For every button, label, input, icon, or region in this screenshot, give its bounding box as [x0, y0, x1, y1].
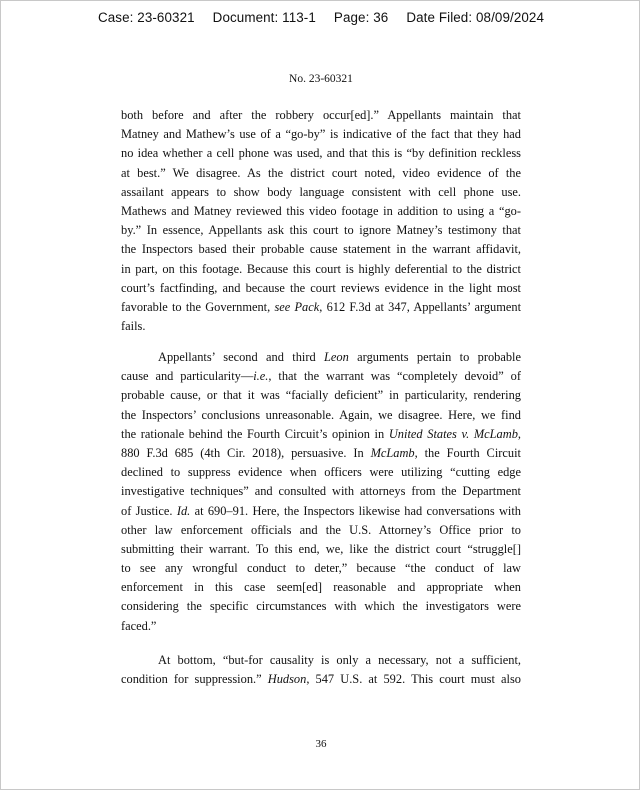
text-run: arguments pertain to probable: [348, 350, 522, 364]
text-line: enforcement in this case seem[ed] reasonable and appropriate when: [121, 580, 521, 595]
italic-term: i.e.: [253, 369, 269, 384]
text-run: ,: [517, 426, 521, 441]
text-line: no idea whether a cell phone was used, and that this is “by definition reckless: [121, 146, 521, 161]
text-run: , 612 F.3d at 347, Appellants’ argument: [319, 299, 522, 314]
text-line: both before and after the robbery occur[ed].” Appellants maintain that: [121, 108, 521, 122]
text-run: of Justice.: [121, 503, 177, 518]
text-line: to see any wrongful conduct to deter,” because “the conduct of law: [121, 561, 521, 576]
case-citation: Id.: [176, 503, 191, 518]
page-number: 36: [315, 738, 327, 750]
text-line: considering the specific circumstances with which the investigators were: [121, 599, 521, 614]
case-citation: Leon: [324, 350, 349, 364]
text-line: by.” In essence, Appellants ask this court to ignore Matney’s testimony that: [121, 223, 521, 238]
text-run: Appellants’ second and third: [158, 350, 325, 364]
text-line: the Inspectors based their probable cause statement in the warrant affidavit,: [121, 242, 521, 257]
court-filing-header: [1, 10, 640, 25]
case-citation: Hudson: [267, 672, 307, 687]
page-label: Page: 36: [333, 10, 389, 25]
text-line: Matney and Mathew’s use of a “go-by” is indicative of the fact that they had: [121, 127, 521, 142]
text-line: declined to suppress evidence when officers were utilizing “cutting edge: [121, 465, 521, 480]
text-line: [121, 444, 521, 463]
text-line: other law enforcement officials and the U.S. Attorney’s Office prior to: [121, 522, 521, 537]
case-citation: McLamb: [370, 445, 415, 460]
case-citation: United States v. McLamb: [388, 426, 518, 441]
docket-number: No. 23-60321: [289, 73, 353, 85]
text-line: faced.”: [121, 618, 157, 633]
text-run: the rationale behind the Fourth Circuit’s opinion in: [121, 426, 389, 441]
text-line: [121, 348, 521, 367]
date-filed: Date Filed: 08/09/2024: [406, 10, 545, 25]
text-line: [121, 670, 521, 689]
text-run: cause and particularity—: [121, 369, 254, 384]
text-line: [121, 502, 521, 521]
text-line: the Inspectors’ conclusions unreasonable. Again, we disagree. Here, we find: [121, 407, 521, 422]
text-run: condition for suppression.”: [121, 672, 268, 687]
text-line: investigative techniques” and consulted with attorneys from the Department: [121, 484, 521, 499]
text-line: at best.” We disagree. As the district court noted, video evidence of the: [121, 165, 521, 180]
text-line: fails.: [121, 319, 146, 334]
text-run: 880 F.3d 685 (4th Cir. 2018), persuasive. In: [121, 445, 371, 460]
text-run: , that the warrant was “completely devoid” of: [268, 369, 521, 384]
text-run: , 547 U.S. at 592. This court must also: [306, 672, 521, 687]
case-number: Case: 23-60321: [97, 10, 195, 25]
text-line: submitting their warrant. To this end, we, like the district court “struggle[]: [121, 541, 521, 556]
text-run: at 690–91. Here, the Inspectors likewise had conversations with: [190, 503, 521, 518]
text-line: in part, on this footage. Because this court is highly deferential to the district: [121, 261, 521, 276]
text-run: , the Fourth Circuit: [414, 445, 521, 460]
paragraph-1: [121, 106, 521, 336]
document-number: Document: 113-1: [212, 10, 316, 25]
text-line: assailant appears to show body language consistent with cell phone use.: [121, 184, 521, 199]
text-line: [121, 298, 521, 317]
text-line: [121, 425, 521, 444]
case-citation: see Pack: [274, 299, 320, 314]
text-line: court’s factfinding, and because the court reviews evidence in the light most: [121, 280, 521, 295]
paragraph-2: [121, 348, 521, 636]
paragraph-3: [121, 651, 521, 689]
text-line: At bottom, “but-for causality is only a necessary, not a sufficient,: [158, 653, 521, 667]
text-line: [121, 367, 521, 386]
text-line: probable cause, or that it was “facially deficient” in particularity, rendering: [121, 388, 521, 403]
text-line: Mathews and Matney reviewed this video footage in addition to using a “go-: [121, 203, 521, 218]
text-run: favorable to the Government,: [121, 299, 275, 314]
